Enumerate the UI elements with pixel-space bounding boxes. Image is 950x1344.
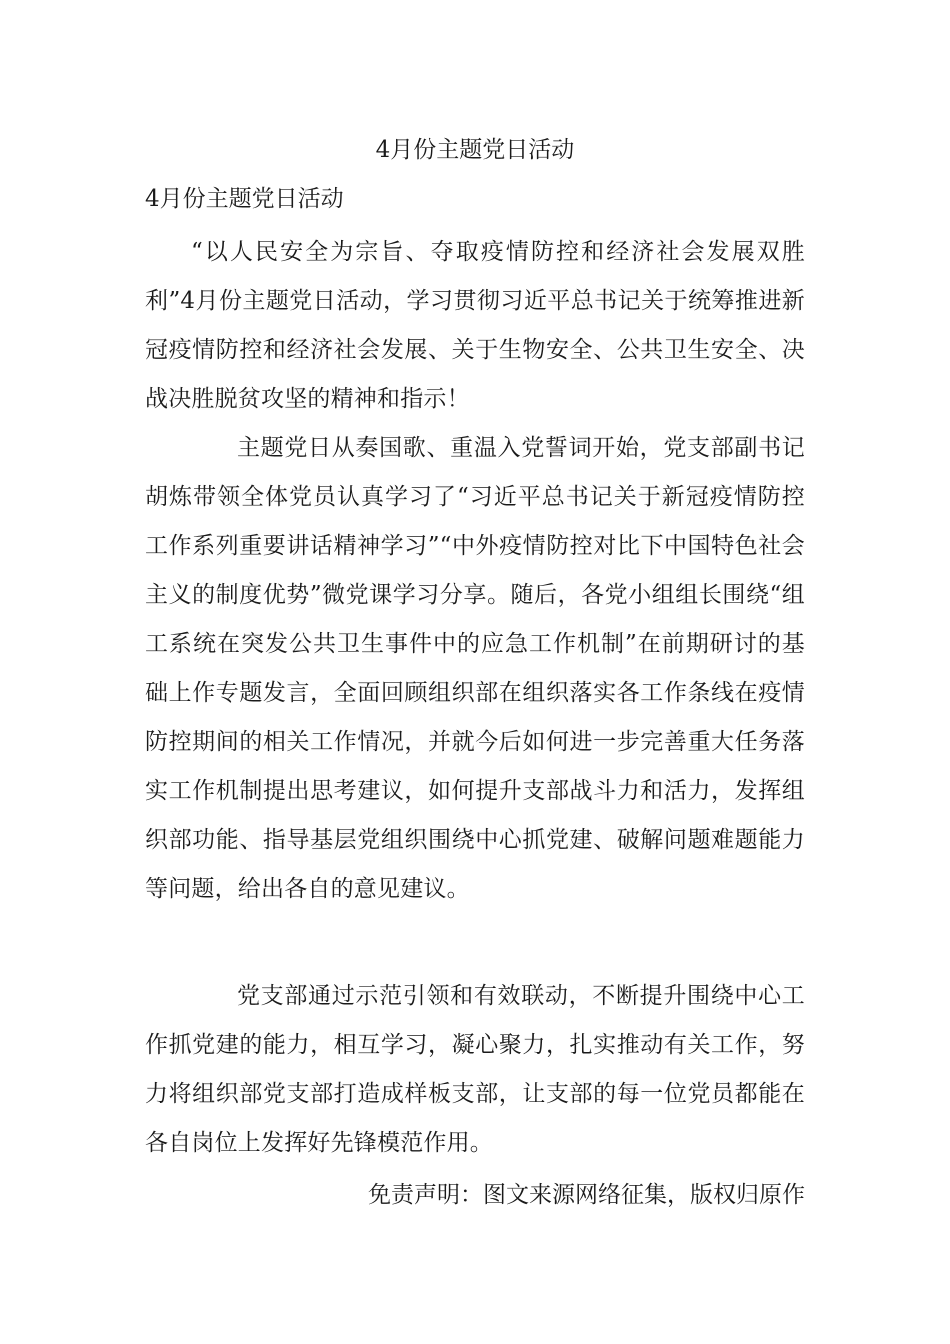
document-page: [145, 0, 805, 1344]
document-title: 4月份主题党日活动: [375, 137, 575, 163]
paragraph-intro: “以人民安全为宗旨、夺取疫情防控和经济社会发展双胜利”4月份主题党日活动，学习贯彻习近平总书记关于统筹推进新冠疫情防控和经济社会发展、关于生物安全、公共卫生安全、决战决胜脱贫攻坚的精神和指示！: [145, 239, 805, 412]
paragraph-conclusion: 党支部通过示范引领和有效联动，不断提升围绕中心工作抓党建的能力，相互学习，凝心聚力，扎实推动有关工作，努力将组织部党支部打造成样板支部，让支部的每一位党员都能在各自岗位上发挥好先锋模范作用。: [145, 983, 805, 1156]
paragraph-activity: 主题党日从奏国歌、重温入党誓词开始，党支部副书记胡炼带领全体党员认真学习了“习近平总书记关于新冠疫情防控工作系列重要讲话精神学习”“中外疫情防控对比下中国特色社会主义的制度优势”微党课学习分享。随后，各党小组组长围绕“组工系统在突发公共卫生事件中的应急工作机制”在前期研讨的基础上作专题发言，全面回顾组织部在组织落实各工作条线在疫情防控期间的相关工作情况，并就今后如何进一步完善重大任务落实工作机制提出思考建议，如何提升支部战斗力和活力，发挥组织部功能、指导基层党组织围绕中心抓党建、破解问题难题能力等问题，给出各自的意见建议。: [145, 435, 805, 902]
disclaimer-text: 免责声明：图文来源网络征集，版权归原作: [368, 1182, 805, 1208]
document-subtitle: 4月份主题党日活动: [145, 186, 344, 212]
